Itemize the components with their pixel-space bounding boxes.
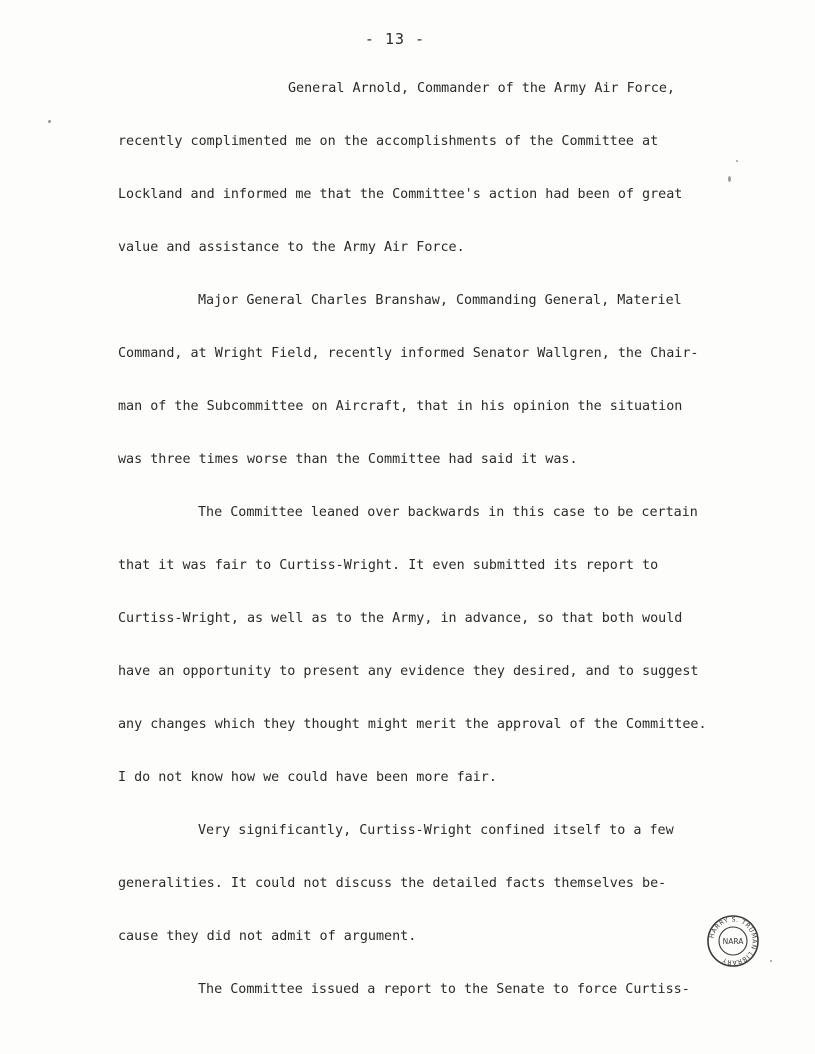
text-line: The Committee issued a report to the Senate to force Curtiss- — [198, 982, 690, 997]
text-line: value and assistance to the Army Air Force. — [118, 240, 465, 255]
page-number: - 13 - — [364, 30, 426, 48]
scan-speck — [736, 160, 738, 162]
text-line: Major General Charles Branshaw, Commanding General, Materiel — [198, 293, 682, 308]
paragraph-branshaw — [118, 288, 698, 500]
paragraph-generalities — [118, 818, 698, 977]
text-line: cause they did not admit of argument. — [118, 929, 417, 944]
text-line: Lockland and informed me that the Committee's action had been of great — [118, 187, 683, 202]
scan-speck — [728, 176, 731, 182]
text-line: generalities. It could not discuss the detailed facts themselves be- — [118, 876, 667, 891]
text-line: man of the Subcommittee on Aircraft, that in his opinion the situation — [118, 399, 683, 414]
text-line: General Arnold, Commander of the Army Air Force, — [288, 81, 675, 96]
library-seal-icon — [706, 914, 760, 968]
text-line: Command, at Wright Field, recently informed Senator Wallgren, the Chair- — [118, 346, 699, 361]
text-line: Very significantly, Curtiss-Wright confined itself to a few — [198, 823, 674, 838]
text-line: Curtiss-Wright, as well as to the Army, in advance, so that both would — [118, 611, 683, 626]
text-line: The Committee leaned over backwards in this case to be certain — [198, 505, 698, 520]
text-line: have an opportunity to present any evidence they desired, and to suggest — [118, 664, 699, 679]
paragraph-report — [118, 977, 698, 1004]
text-line: recently complimented me on the accomplishments of the Committee at — [118, 134, 659, 149]
text-line: any changes which they thought might merit the approval of the Committee. — [118, 717, 707, 732]
text-line: I do not know how we could have been more fair. — [118, 770, 497, 785]
scan-speck — [770, 960, 772, 962]
paragraph-arnold — [118, 76, 698, 288]
document-body — [118, 76, 707, 1004]
text-line: that it was fair to Curtiss-Wright. It even submitted its report to — [118, 558, 659, 573]
paragraph-fairness — [118, 500, 707, 818]
text-line: was three times worse than the Committee had said it was. — [118, 452, 578, 467]
svg-text:HARRY S. TRUMAN LIBRARY: HARRY S. TRUMAN LIBRARY — [708, 916, 758, 966]
scan-speck — [48, 120, 51, 123]
svg-text:NARA: NARA — [722, 937, 744, 946]
